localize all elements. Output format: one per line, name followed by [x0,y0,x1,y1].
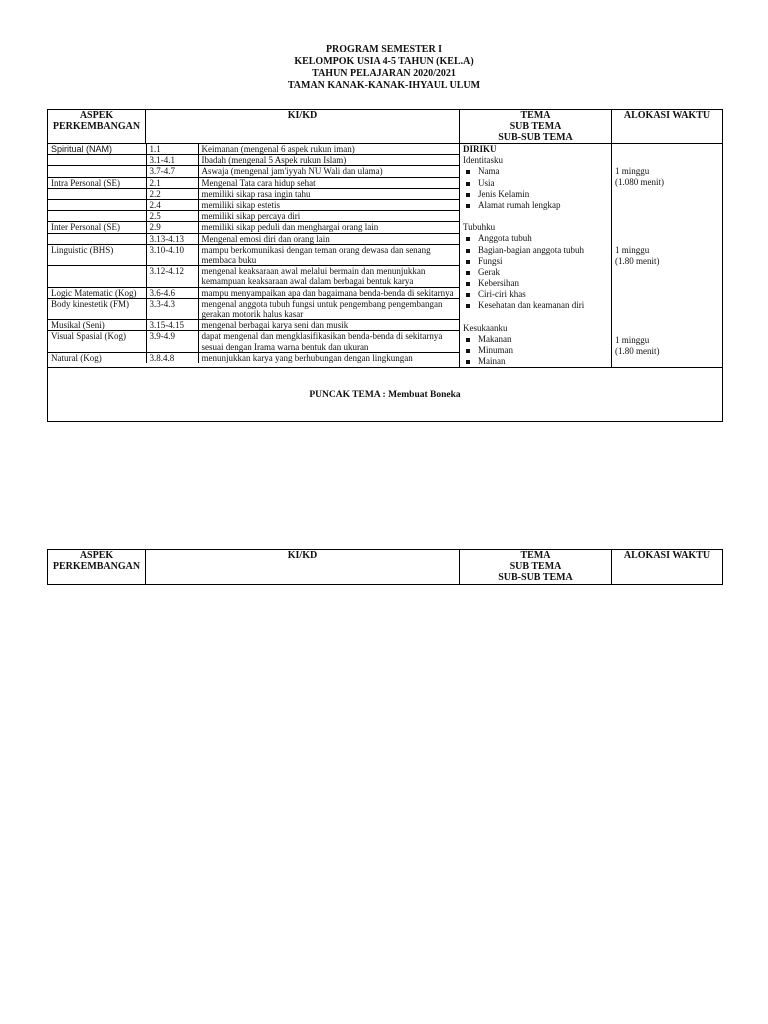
list-item: Jenis Kelamin [463,189,608,200]
header-kikd: KI/KD [146,550,460,585]
header-tema-label: TEMA [520,110,551,121]
content-row [48,144,723,368]
puncak-tema: PUNCAK TEMA : Membuat Boneka [48,368,723,422]
aspek-cell: Intra Personal (SE) [48,177,146,188]
bullet-icon [466,204,470,208]
bullet-icon [466,249,470,253]
header-sekolah: TAMAN KANAK-KANAK-IHYAUL ULUM [287,80,481,91]
subsubtema-list [463,233,608,311]
subsubtema-list [463,334,608,368]
table-row [48,298,460,319]
list-item: Nama [463,166,608,177]
header-alokasi: ALOKASI WAKTU [612,550,723,585]
header-alokasi: ALOKASI WAKTU [612,110,723,144]
kd-desc-cell: Mengenal emosi diri dan orang lain [198,233,460,244]
kikd-inner-table [48,144,460,363]
header-subsubtema-label: SUB-SUB TEMA [498,572,573,583]
alokasi-identitasku: 1 minggu (1.080 menit) [615,166,664,188]
kd-desc-cell: mengenal keaksaraan awal melalui bermain dan menunjukkan kemampuan keaksaraan awal dalam berbagai bentuk karya [198,266,460,287]
aspek-cell: Linguistic (BHS) [48,244,146,265]
list-item: Ciri-ciri khas [463,289,608,300]
bullet-icon [466,338,470,342]
kd-desc-cell: Ibadah (mengenal 5 Aspek rukun Islam) [198,155,460,166]
list-item: Makanan [463,334,608,345]
kd-desc-cell: memiliki sikap peduli dan menghargai orang lain [198,222,460,233]
header-subsubtema-label: SUB-SUB TEMA [498,132,573,143]
bullet-icon [466,304,470,308]
list-item: Gerak [463,267,608,278]
subtema-group [463,155,608,211]
table-row [48,233,460,244]
kd-code-cell: 3.12-4.12 [146,266,198,287]
subtema-title: Kesukaanku [463,322,508,333]
bullet-icon [466,182,470,186]
kd-code-cell: 3.3-4.3 [146,298,198,319]
table-row [48,222,460,233]
table-row [48,266,460,287]
table-header-row [48,550,723,585]
table-row [48,144,460,155]
kd-code-cell: 3.1-4.1 [146,155,198,166]
kd-desc-cell: Mengenal Tata cara hidup sehat [198,177,460,188]
kd-code-cell: 1.1 [146,144,198,155]
table-row [48,177,460,188]
aspek-cell: Natural (Kog) [48,352,146,363]
list-item: Minuman [463,345,608,356]
header-aspek: ASPEK PERKEMBANGAN [48,550,146,585]
header-tema [460,110,612,144]
kd-code-cell: 2.4 [146,200,198,211]
kd-desc-cell: Keimanan (mengenal 6 aspek rukun iman) [198,144,460,155]
table-row [48,166,460,177]
kd-desc-cell: mampu berkomunikasi dengan teman orang dewasa dan senang membaca buku [198,244,460,265]
aspek-cell: Logic Matematic (Kog) [48,287,146,298]
header-kikd: KI/KD [146,110,460,144]
list-item: Mainan [463,356,608,367]
bullet-icon [466,282,470,286]
header-program: PROGRAM SEMESTER I [325,44,443,55]
kd-desc-cell: menunjukkan karya yang berhubungan dengan lingkungan [198,352,460,363]
subtema-group [463,323,608,368]
header-tema-label: TEMA [520,550,551,561]
bullet-icon [466,237,470,241]
list-item: Usia [463,178,608,189]
subtema-title: Tubuhku [463,222,496,233]
program-semester-table [47,109,723,422]
table-row [48,200,460,211]
program-semester-table-continued [47,549,723,585]
kd-code-cell: 3.6-4.6 [146,287,198,298]
header-subtema-label: SUB TEMA [509,121,562,132]
document-header [0,44,768,92]
header-subtema-label: SUB TEMA [509,561,562,572]
table-row [48,155,460,166]
kd-desc-cell: memiliki sikap percaya diri [198,211,460,222]
aspek-cell [48,266,146,287]
header-kelompok: KELOMPOK USIA 4-5 TAHUN (KEL.A) [294,56,474,67]
kd-desc-cell: mampu menyampaikan apa dan bagaimana benda-benda di sekitarnya [198,287,460,298]
list-item: Kebersihan [463,278,608,289]
kd-code-cell: 3.15-4.15 [146,320,198,331]
list-item: Anggota tubuh [463,233,608,244]
bullet-icon [466,360,470,364]
list-item: Fungsi [463,256,608,267]
kd-code-cell: 2.1 [146,177,198,188]
kd-code-cell: 3.8.4.8 [146,352,198,363]
list-item: Alamat rumah lengkap [463,200,608,211]
table-row [48,188,460,199]
alokasi-kesukaanku: 1 minggu (1.80 menit) [615,335,660,357]
table-row [48,211,460,222]
kd-desc-cell: Aswaja (mengenal jam'iyyah NU Wali dan ulama) [198,166,460,177]
kd-desc-cell: mengenal berbagai karya seni dan musik [198,320,460,331]
bullet-icon [466,293,470,297]
aspek-cell: Body kinestetik (FM) [48,298,146,319]
bullet-icon [466,271,470,275]
table-row [48,244,460,265]
kd-code-cell: 2.2 [146,188,198,199]
kd-code-cell: 2.5 [146,211,198,222]
aspek-cell [48,166,146,177]
aspek-cell: Spiritual (NAM) [48,144,146,155]
kd-desc-cell: mengenal anggota tubuh fungsi untuk pengembang pengembangan gerakan motorik halus kasar [198,298,460,319]
kikd-list-cell [48,144,460,368]
bullet-icon [466,260,470,264]
aspek-cell [48,211,146,222]
aspek-cell [48,155,146,166]
kd-code-cell: 3.9-4.9 [146,331,198,352]
aspek-cell [48,200,146,211]
alokasi-cell [612,144,723,368]
subtema-group [463,222,608,312]
alokasi-tubuhku: 1 minggu (1.80 menit) [615,245,660,267]
header-aspek: ASPEK PERKEMBANGAN [48,110,146,144]
aspek-cell: Musikal (Seni) [48,320,146,331]
tema-title: DIRIKU [463,144,497,154]
kd-code-cell: 3.7-4.7 [146,166,198,177]
bullet-icon [466,193,470,197]
subsubtema-list [463,166,608,211]
bullet-icon [466,349,470,353]
kd-code-cell: 2.9 [146,222,198,233]
header-tahun: TAHUN PELAJARAN 2020/2021 [312,68,456,79]
kd-desc-cell: memiliki sikap estetis [198,200,460,211]
subtema-title: Identitasku [463,155,503,166]
table-header-row [48,110,723,144]
table-row [48,352,460,363]
list-item: Bagian-bagian anggota tubuh [463,245,608,256]
puncak-row [48,368,723,422]
table-row [48,320,460,331]
kd-desc-cell: memiliki sikap rasa ingin tahu [198,188,460,199]
table-row [48,331,460,352]
tema-cell [460,144,612,368]
kd-desc-cell: dapat mengenal dan mengklasifikasikan benda-benda di sekitarnya sesuai dengan Irama warna bentuk dan ukuran [198,331,460,352]
kd-code-cell: 3.13-4.13 [146,233,198,244]
header-tema [460,550,612,585]
table-row [48,287,460,298]
aspek-cell [48,188,146,199]
list-item: Kesehatan dan keamanan diri [463,300,608,311]
aspek-cell: Inter Personal (SE) [48,222,146,233]
bullet-icon [466,170,470,174]
kd-code-cell: 3.10-4.10 [146,244,198,265]
aspek-cell [48,233,146,244]
aspek-cell: Visual Spasial (Kog) [48,331,146,352]
